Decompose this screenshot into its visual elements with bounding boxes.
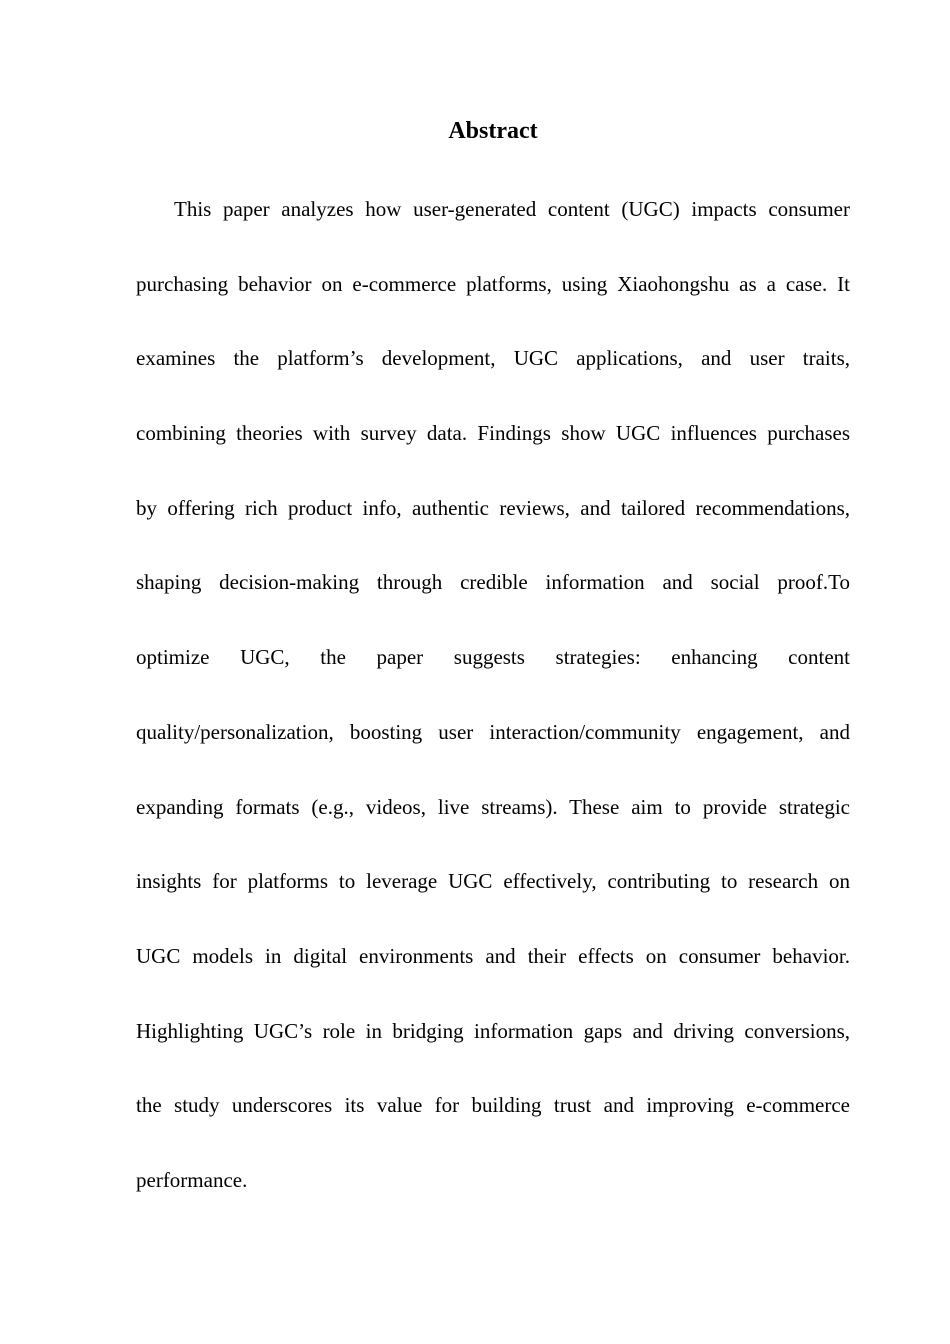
abstract-body: [136, 172, 850, 1218]
abstract-line: performance.: [136, 1167, 248, 1192]
abstract-line: insights for platforms to leverage UGC effectively, contributing to research on: [136, 869, 850, 894]
abstract-line: This paper analyzes how user-generated content (UGC) impacts consumer: [174, 197, 850, 221]
abstract-line: quality/personalization, boosting user interaction/community engagement, and: [136, 719, 850, 744]
abstract-line: Highlighting UGC’s role in bridging information gaps and driving conversions,: [136, 1018, 850, 1043]
abstract-title: Abstract: [448, 118, 538, 144]
abstract-line: the study underscores its value for building trust and improving e-commerce: [136, 1093, 850, 1118]
abstract-line: optimize UGC, the paper suggests strategies: enhancing content: [136, 645, 850, 670]
abstract-line: expanding formats (e.g., videos, live streams). These aim to provide strategic: [136, 794, 850, 819]
abstract-line: UGC models in digital environments and their effects on consumer behavior.: [136, 943, 850, 968]
abstract-line: shaping decision-making through credible information and social proof.To: [136, 570, 850, 595]
abstract-line: combining theories with survey data. Findings show UGC influences purchases: [136, 421, 850, 446]
abstract-line: by offering rich product info, authentic reviews, and tailored recommendations,: [136, 495, 850, 520]
abstract-line: examines the platform’s development, UGC applications, and user traits,: [136, 346, 850, 371]
abstract-line: purchasing behavior on e-commerce platforms, using Xiaohongshu as a case. It: [136, 271, 850, 296]
